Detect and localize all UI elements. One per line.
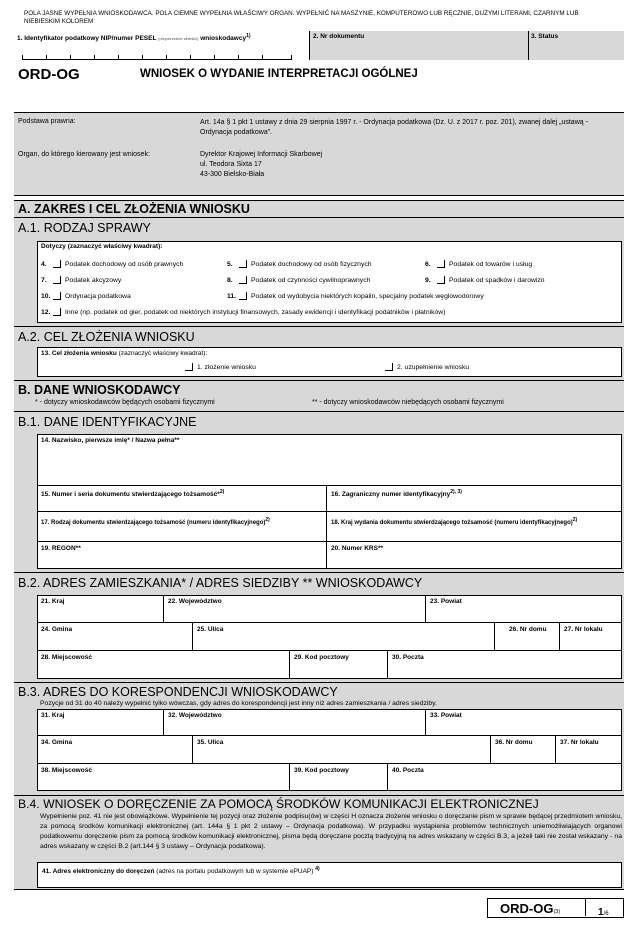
option-label: Podatek od czynności cywilnoprawnych xyxy=(251,276,371,284)
option-label: Ordynacja podatkowa xyxy=(65,292,131,300)
purpose-supplement-option[interactable] xyxy=(385,363,469,371)
status-label: 3. Status xyxy=(531,33,559,40)
identifier-note: (niepotrzebne skreślić) xyxy=(158,36,199,42)
field-17-label: 17. Rodzaj dokumentu stwierdzającego tożsamość (numeru identyfikacyjnego) xyxy=(41,520,266,526)
legal-basis-text: Art. 14a § 1 pkt 1 ustawy z dnia 29 sierpnia 1997 r. - Ordynacja podatkowa (Dz. U. z 2017 r. poz. 201), zwanej dalej „ustawą - Ordynacja podatkowa”. xyxy=(200,119,588,136)
field-21-label: 21. Kraj xyxy=(41,598,65,605)
checkbox[interactable] xyxy=(239,260,247,268)
option-cit[interactable] xyxy=(41,260,183,268)
field-18[interactable] xyxy=(327,512,622,542)
option-label: Inne (np. podatek od gier, podatek od niektórych instytucji finansowych, zasady ewidencji i identyfikacji podatników i płatników) xyxy=(65,308,446,316)
field-25-label: 25. Ulica xyxy=(197,626,224,633)
field-32[interactable] xyxy=(164,709,426,736)
field-34-label: 34. Gmina xyxy=(41,739,73,746)
identifier-suffix: wnioskodawcy xyxy=(200,35,247,43)
field-15[interactable] xyxy=(37,486,327,512)
option-num: 6. xyxy=(425,260,431,268)
identifier-field[interactable] xyxy=(14,31,310,60)
organ-line-3: 43-300 Bielsko-Biała xyxy=(200,171,265,178)
field-23-label: 23. Powiat xyxy=(430,598,462,605)
option-pcc[interactable] xyxy=(227,276,370,284)
purpose-label-text: 13. Cel złożenia wniosku xyxy=(41,350,117,357)
field-33-label: 33. Powiat xyxy=(430,712,462,719)
field-15-footnote: 2) xyxy=(219,489,225,495)
field-20[interactable] xyxy=(327,542,622,569)
field-40[interactable] xyxy=(388,764,622,791)
field-27[interactable] xyxy=(560,623,622,651)
organ-label: Organ, do którego kierowany jest wniosek: xyxy=(18,151,150,158)
concerns-note: (zaznaczyć właściwy kwadrat): xyxy=(67,243,163,250)
field-26[interactable] xyxy=(495,623,560,651)
section-b4-divider xyxy=(14,795,624,796)
checkbox[interactable] xyxy=(185,363,193,371)
field-20-label: 20. Numer KRS** xyxy=(331,545,384,552)
option-num: 8. xyxy=(227,276,233,284)
checkbox[interactable] xyxy=(53,260,61,268)
field-35[interactable] xyxy=(193,736,491,764)
option-other[interactable] xyxy=(41,308,445,316)
field-41[interactable] xyxy=(37,862,622,888)
field-29-label: 29. Kod pocztowy xyxy=(294,654,349,661)
field-36-label: 36. Nr domu xyxy=(495,739,533,746)
section-b2-title: B.2. ADRES ZAMIESZKANIA* / ADRES SIEDZIBY ** WNIOSKODAWCY xyxy=(18,576,423,590)
field-31[interactable] xyxy=(37,709,164,736)
field-17-footnote: 2) xyxy=(265,517,270,523)
option-tax-ordinance[interactable] xyxy=(41,292,131,300)
field-24-label: 24. Gmina xyxy=(41,626,73,633)
field-29[interactable] xyxy=(290,651,388,679)
section-b4-text: Wypełnienie poz. 41 nie jest obowiązkowe. Wypełnienie tej pozycji oraz złożenie podpisu(ów) w części H oznacza złożenie wniosku o doręczanie pism w sprawie będącej przedmiotem wniosku, za pomocą środków komunikacji elektronicznej (art. 144a § 1 pkt 2 ustawy – Ordynacja podatkowa). W przypadku wystąpienia problemów technicznych uniemożliwiających organowi podatkowemu doręczenie pism za pomocą środków komunikacji elektronicznej, pisma będą doręczane pocztą tradycyjną na adres wskazany w części B.3, a jeżeli taki nie został wskazany - na adres wskazany w części B.2 (art.144 § 3 ustawy – Ordynacja podatkowa). xyxy=(40,813,622,850)
footer-page-number: 1 xyxy=(598,907,604,918)
field-25[interactable] xyxy=(193,623,495,651)
section-b3-note: Pozycje od 31 do 40 należy wypełnić tylko wówczas, gdy adres do korespondencji jest inny niż adres zamieszkania / adres siedziby. xyxy=(40,700,437,707)
field-17[interactable] xyxy=(37,512,327,542)
option-num: 4. xyxy=(41,260,47,268)
form-title: WNIOSEK O WYDANIE INTERPRETACJI OGÓLNEJ xyxy=(140,68,418,80)
option-num: 9. xyxy=(425,276,431,284)
checkbox[interactable] xyxy=(437,276,445,284)
form-instructions: POLA JASNE WYPEŁNIA WNIOSKODAWCA. POLA CIEMNE WYPEŁNIA WŁAŚCIWY ORGAN. WYPEŁNIĆ NA MASZYNIE, KOMPUTEROWO LUB RĘCZNIE, DUŻYMI LITERAMI, CZARNYM LUB NIEBIESKIM KOLOREM xyxy=(24,10,579,25)
purpose-option-label: 2. uzupełnienie wniosku xyxy=(397,363,470,371)
field-38-label: 38. Miejscowość xyxy=(41,767,92,774)
field-22[interactable] xyxy=(164,595,426,623)
footer-code xyxy=(500,900,560,918)
field-26-label: 26. Nr domu xyxy=(509,626,547,633)
purpose-note: (zaznaczyć właściwy kwadrat): xyxy=(118,350,208,357)
section-a1-title: A.1. RODZAJ SPRAWY xyxy=(18,221,151,235)
section-a-divider xyxy=(14,217,624,218)
field-14-label: 14. Nazwisko, pierwsze imię* / Nazwa pełna** xyxy=(41,437,180,444)
field-14[interactable] xyxy=(37,434,622,486)
purpose-submit-option[interactable] xyxy=(185,363,256,371)
identifier-footnote: 1) xyxy=(246,33,251,39)
field-16[interactable] xyxy=(327,486,622,512)
legal-basis-label: Podstawa prawna: xyxy=(18,118,76,125)
form-code: ORD-OG xyxy=(18,66,80,83)
field-34[interactable] xyxy=(37,736,193,764)
field-33[interactable] xyxy=(426,709,622,736)
section-b-title: B. DANE WNIOSKODAWCY xyxy=(18,383,181,397)
field-19[interactable] xyxy=(37,542,327,569)
field-18-footnote: 2) xyxy=(572,517,578,523)
option-inheritance[interactable] xyxy=(425,276,545,284)
checkbox[interactable] xyxy=(239,292,247,300)
option-excise[interactable] xyxy=(41,276,121,284)
field-28-label: 28. Miejscowość xyxy=(41,654,92,661)
field-38[interactable] xyxy=(37,764,290,791)
identifier-label: 1. Identyfikator podatkowy NIP/numer PESEL xyxy=(17,35,157,43)
option-label: Podatek dochodowy od osób fizycznych xyxy=(251,260,372,268)
organ-line-1: Dyrektor Krajowej Informacji Skarbowej xyxy=(200,151,323,158)
option-label: Podatek akcyzowy xyxy=(65,276,122,284)
field-28[interactable] xyxy=(37,651,290,679)
footer-page xyxy=(598,902,609,920)
field-23[interactable] xyxy=(426,595,622,623)
field-21[interactable] xyxy=(37,595,164,623)
section-a2-divider xyxy=(14,326,624,327)
footer-code-text: ORD-OG xyxy=(500,901,554,916)
option-label: Podatek dochodowy od osób prawnych xyxy=(65,260,184,268)
section-b3-title: B.3. ADRES DO KORESPONDENCJI WNIOSKODAWCY xyxy=(18,685,338,699)
field-19-label: 19. REGON** xyxy=(41,545,81,552)
section-a-title: A. ZAKRES I CEL ZŁOŻENIA WNIOSKU xyxy=(18,202,250,216)
field-36[interactable] xyxy=(491,736,556,764)
field-18-label: 18. Kraj wydania dokumentu stwierdzającego tożsamość (numeru identyfikacyjnego) xyxy=(331,520,573,526)
section-b2-divider xyxy=(14,572,624,573)
option-minerals[interactable] xyxy=(227,292,484,300)
section-a2-title: A.2. CEL ZŁOŻENIA WNIOSKU xyxy=(18,330,195,344)
option-vat[interactable] xyxy=(425,260,532,268)
concerns-label: Dotyczy xyxy=(41,243,66,250)
section-b3-divider xyxy=(14,682,624,683)
field-15-label: 15. Numer i seria dokumentu stwierdzającego tożsamość* xyxy=(41,491,220,499)
field-41-label: 41. Adres elektroniczny do doręczeń xyxy=(42,868,155,876)
option-label: Podatek od towarów i usług xyxy=(449,260,533,268)
checkbox[interactable] xyxy=(53,276,61,284)
footer-version: (3) xyxy=(553,909,561,915)
field-41-note: (adres na portalu podatkowym lub w systemie ePUAP) xyxy=(156,868,314,876)
field-16-footnote: 2), 3) xyxy=(450,489,462,495)
checkbox[interactable] xyxy=(239,276,247,284)
organ-line-2: ul. Teodora Sixta 17 xyxy=(200,161,262,168)
field-16-label: 16. Zagraniczny numer identyfikacyjny xyxy=(331,491,451,499)
identifier-digit-boxes xyxy=(22,54,292,60)
checkbox[interactable] xyxy=(53,292,61,300)
section-b1-title: B.1. DANE IDENTYFIKACYJNE xyxy=(18,415,197,429)
purpose-label xyxy=(41,350,207,357)
option-label: Podatek od wydobycia niektórych kopalin, specjalny podatek węglowodorowy xyxy=(251,292,484,300)
option-num: 12. xyxy=(41,308,51,316)
field-41-footnote: 4) xyxy=(315,866,320,872)
field-35-label: 35. Ulica xyxy=(197,739,224,746)
document-number-divider xyxy=(528,31,529,60)
field-37-label: 37. Nr lokalu xyxy=(560,739,599,746)
field-39[interactable] xyxy=(290,764,388,791)
footer-code-divider xyxy=(585,899,586,916)
section-b1-divider xyxy=(14,411,624,412)
field-24[interactable] xyxy=(37,623,193,651)
section-b-note-2: ** - dotyczy wnioskodawców niebędących osobami fizycznymi xyxy=(312,399,504,406)
checkbox[interactable] xyxy=(437,260,445,268)
option-pit[interactable] xyxy=(227,260,372,268)
document-number-label: 2. Nr dokumentu xyxy=(313,33,365,40)
field-37[interactable] xyxy=(556,736,622,764)
option-num: 7. xyxy=(41,276,47,284)
purpose-option-label: 1. złożenie wniosku xyxy=(197,363,256,371)
field-22-label: 22. Województwo xyxy=(168,598,222,605)
footer-page-total: /6 xyxy=(603,911,609,917)
option-label: Podatek od spadków i darowizn xyxy=(449,276,545,284)
checkbox[interactable] xyxy=(53,308,61,316)
section-b4-title: B.4. WNIOSEK O DORĘCZENIE ZA POMOCĄ ŚRODKÓW KOMUNIKACJI ELEKTRONICZNEJ xyxy=(18,797,539,811)
case-type-label xyxy=(41,243,162,250)
checkbox[interactable] xyxy=(385,363,393,371)
field-30[interactable] xyxy=(388,651,622,679)
field-39-label: 39. Kod pocztowy xyxy=(294,767,349,774)
option-num: 10. xyxy=(41,292,51,300)
option-num: 5. xyxy=(227,260,233,268)
section-b-note-1: * - dotyczy wnioskodawców będących osobami fizycznymi xyxy=(35,399,215,406)
option-num: 11. xyxy=(227,292,237,300)
field-27-label: 27. Nr lokalu xyxy=(564,626,603,633)
field-30-label: 30. Poczta xyxy=(392,654,424,661)
field-40-label: 40. Poczta xyxy=(392,767,424,774)
field-31-label: 31. Kraj xyxy=(41,712,65,719)
field-32-label: 32. Województwo xyxy=(168,712,222,719)
